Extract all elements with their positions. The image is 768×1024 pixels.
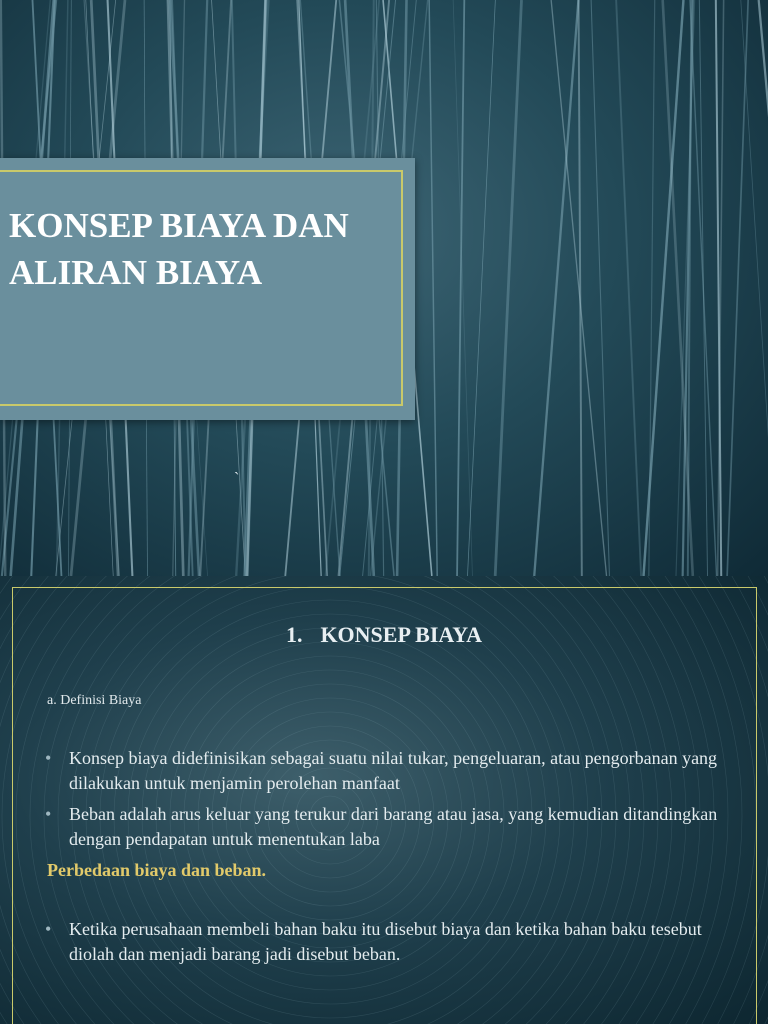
section-heading — [0, 622, 768, 648]
streak-line — [591, 0, 609, 576]
content-slide — [0, 576, 768, 1024]
heading-text: KONSEP BIAYA — [320, 622, 483, 647]
streak-line — [495, 0, 521, 576]
streak-line — [534, 0, 578, 576]
streak-line — [759, 0, 768, 576]
bullet-icon: • — [45, 919, 52, 939]
title-box — [0, 158, 415, 420]
streak-line — [468, 0, 496, 576]
streak-line — [616, 0, 641, 576]
bullet-text: Konsep biaya didefinisikan sebagai suatu nilai tukar, pengeluaran, atau pengorbanan yang dilakukan untuk menjamin perolehan manfaat — [69, 748, 718, 793]
bullet-icon: • — [45, 748, 52, 768]
subheading: a. Definisi Biaya — [47, 693, 142, 708]
bullet-text: Beban adalah arus keluar yang terukur dari barang atau jasa, yang kemudian ditandingkan dengan pendapatan untuk menentukan laba — [69, 804, 718, 849]
streak-line — [429, 0, 437, 576]
slide-title: KONSEP BIAYA DAN ALIRAN BIAYA — [9, 206, 349, 292]
bullet-icon: • — [45, 804, 52, 824]
streak-line — [727, 0, 748, 576]
bullet-text: Ketika perusahaan membeli bahan baku itu disebut biaya dan ketika bahan baku tesebut diolah dan menjadi barang jadi disebut beban. — [69, 919, 702, 964]
list-item — [44, 802, 734, 852]
streak-line — [699, 0, 707, 576]
streak-line — [457, 0, 464, 576]
stray-mark: ` — [234, 470, 240, 487]
list-item — [44, 917, 734, 967]
definition-list — [44, 746, 734, 858]
list-item — [44, 746, 734, 796]
difference-list — [44, 917, 734, 973]
heading-number: 1. — [285, 622, 303, 647]
section-title: Perbedaan biaya dan beban. — [47, 860, 267, 880]
